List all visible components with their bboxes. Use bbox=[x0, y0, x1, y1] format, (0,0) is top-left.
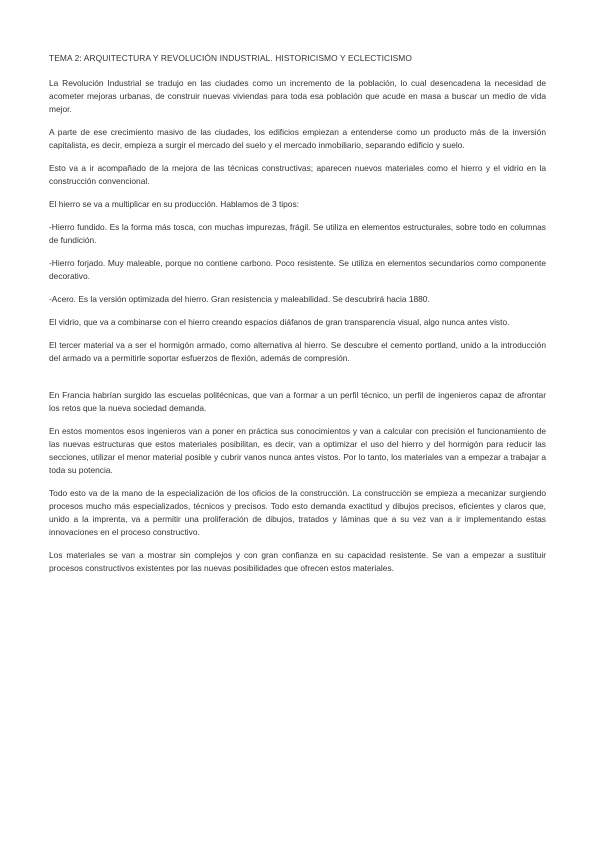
paragraph: -Hierro fundido. Es la forma más tosca, con muchas impurezas, frágil. Se utiliza en elementos estructurales, sobre todo en columnas de fundición. bbox=[49, 222, 546, 245]
paragraph: A parte de ese crecimiento masivo de las ciudades, los edificios empiezan a entenderse como un producto más de la inversión capitalista, es decir, empieza a surgir el mercado del suelo y el mercado inmobiliario, separando edificio y suelo. bbox=[49, 127, 546, 150]
document-title: TEMA 2: ARQUITECTURA Y REVOLUCIÓN INDUSTRIAL. HISTORICISMO Y ECLECTICISMO bbox=[49, 53, 412, 63]
document-page bbox=[49, 52, 546, 585]
paragraph: Esto va a ir acompañado de la mejora de las técnicas constructivas; aparecen nuevos materiales como el hierro y el vidrio en la construcción convencional. bbox=[49, 163, 546, 186]
paragraph: El hierro se va a multiplicar en su producción. Hablamos de 3 tipos: bbox=[49, 199, 299, 209]
paragraph: El tercer material va a ser el hormigón armado, como alternativa al hierro. Se descubre el cemento portland, unido a la introducción del armado va a permitirle soportar esfuerzos de flexión, además de compresión. bbox=[49, 340, 546, 363]
paragraph: Los materiales se van a mostrar sin complejos y con gran confianza en su capacidad resistente. Se van a empezar a sustituir procesos constructivos existentes por las nuevas posibilidades que ofrecen estos materiales. bbox=[49, 550, 546, 573]
paragraph: La Revolución Industrial se tradujo en las ciudades como un incremento de la población, lo cual desencadena la necesidad de acometer mejoras urbanas, de construir nuevas viviendas para toda esa población que acude en masa a buscar un medio de vida mejor. bbox=[49, 78, 546, 114]
paragraph: El vidrio, que va a combinarse con el hierro creando espacios diáfanos de gran transparencia visual, algo nunca antes visto. bbox=[49, 317, 510, 327]
paragraph: Todo esto va de la mano de la especialización de los oficios de la construcción. La construcción se empieza a mecanizar surgiendo procesos mucho más especializados, técnicos y precisos. Todo esto demanda exactitud y dibujos precisos, eficientes y claros que, unido a la imprenta, va a permitir una proliferación de dibujos, tratados y láminas que a su vez van a ir implementando estas innovaciones en el proceso constructivo. bbox=[49, 488, 546, 537]
paragraph: En estos momentos esos ingenieros van a poner en práctica sus conocimientos y van a calcular con precisión el funcionamiento de las nuevas estructuras que estos materiales posibilitan, es decir, van a optimizar el uso del hierro y del hormigón para reducir las secciones, utilizar el menor material posible y cubrir vanos nunca antes vistos. Por lo tanto, los materiales van a empezar a trabajar a toda su potencia. bbox=[49, 426, 546, 475]
paragraph: En Francia habrían surgido las escuelas politécnicas, que van a formar a un perfil técnico, un perfil de ingenieros capaz de afrontar los retos que la nueva sociedad demanda. bbox=[49, 390, 546, 413]
paragraph: -Acero. Es la versión optimizada del hierro. Gran resistencia y maleabilidad. Se descubrirá hacia 1880. bbox=[49, 294, 430, 304]
section-gap bbox=[49, 375, 546, 389]
paragraph: -Hierro forjado. Muy maleable, porque no contiene carbono. Poco resistente. Se utiliza en elementos secundarios como componente decorativo. bbox=[49, 258, 546, 281]
